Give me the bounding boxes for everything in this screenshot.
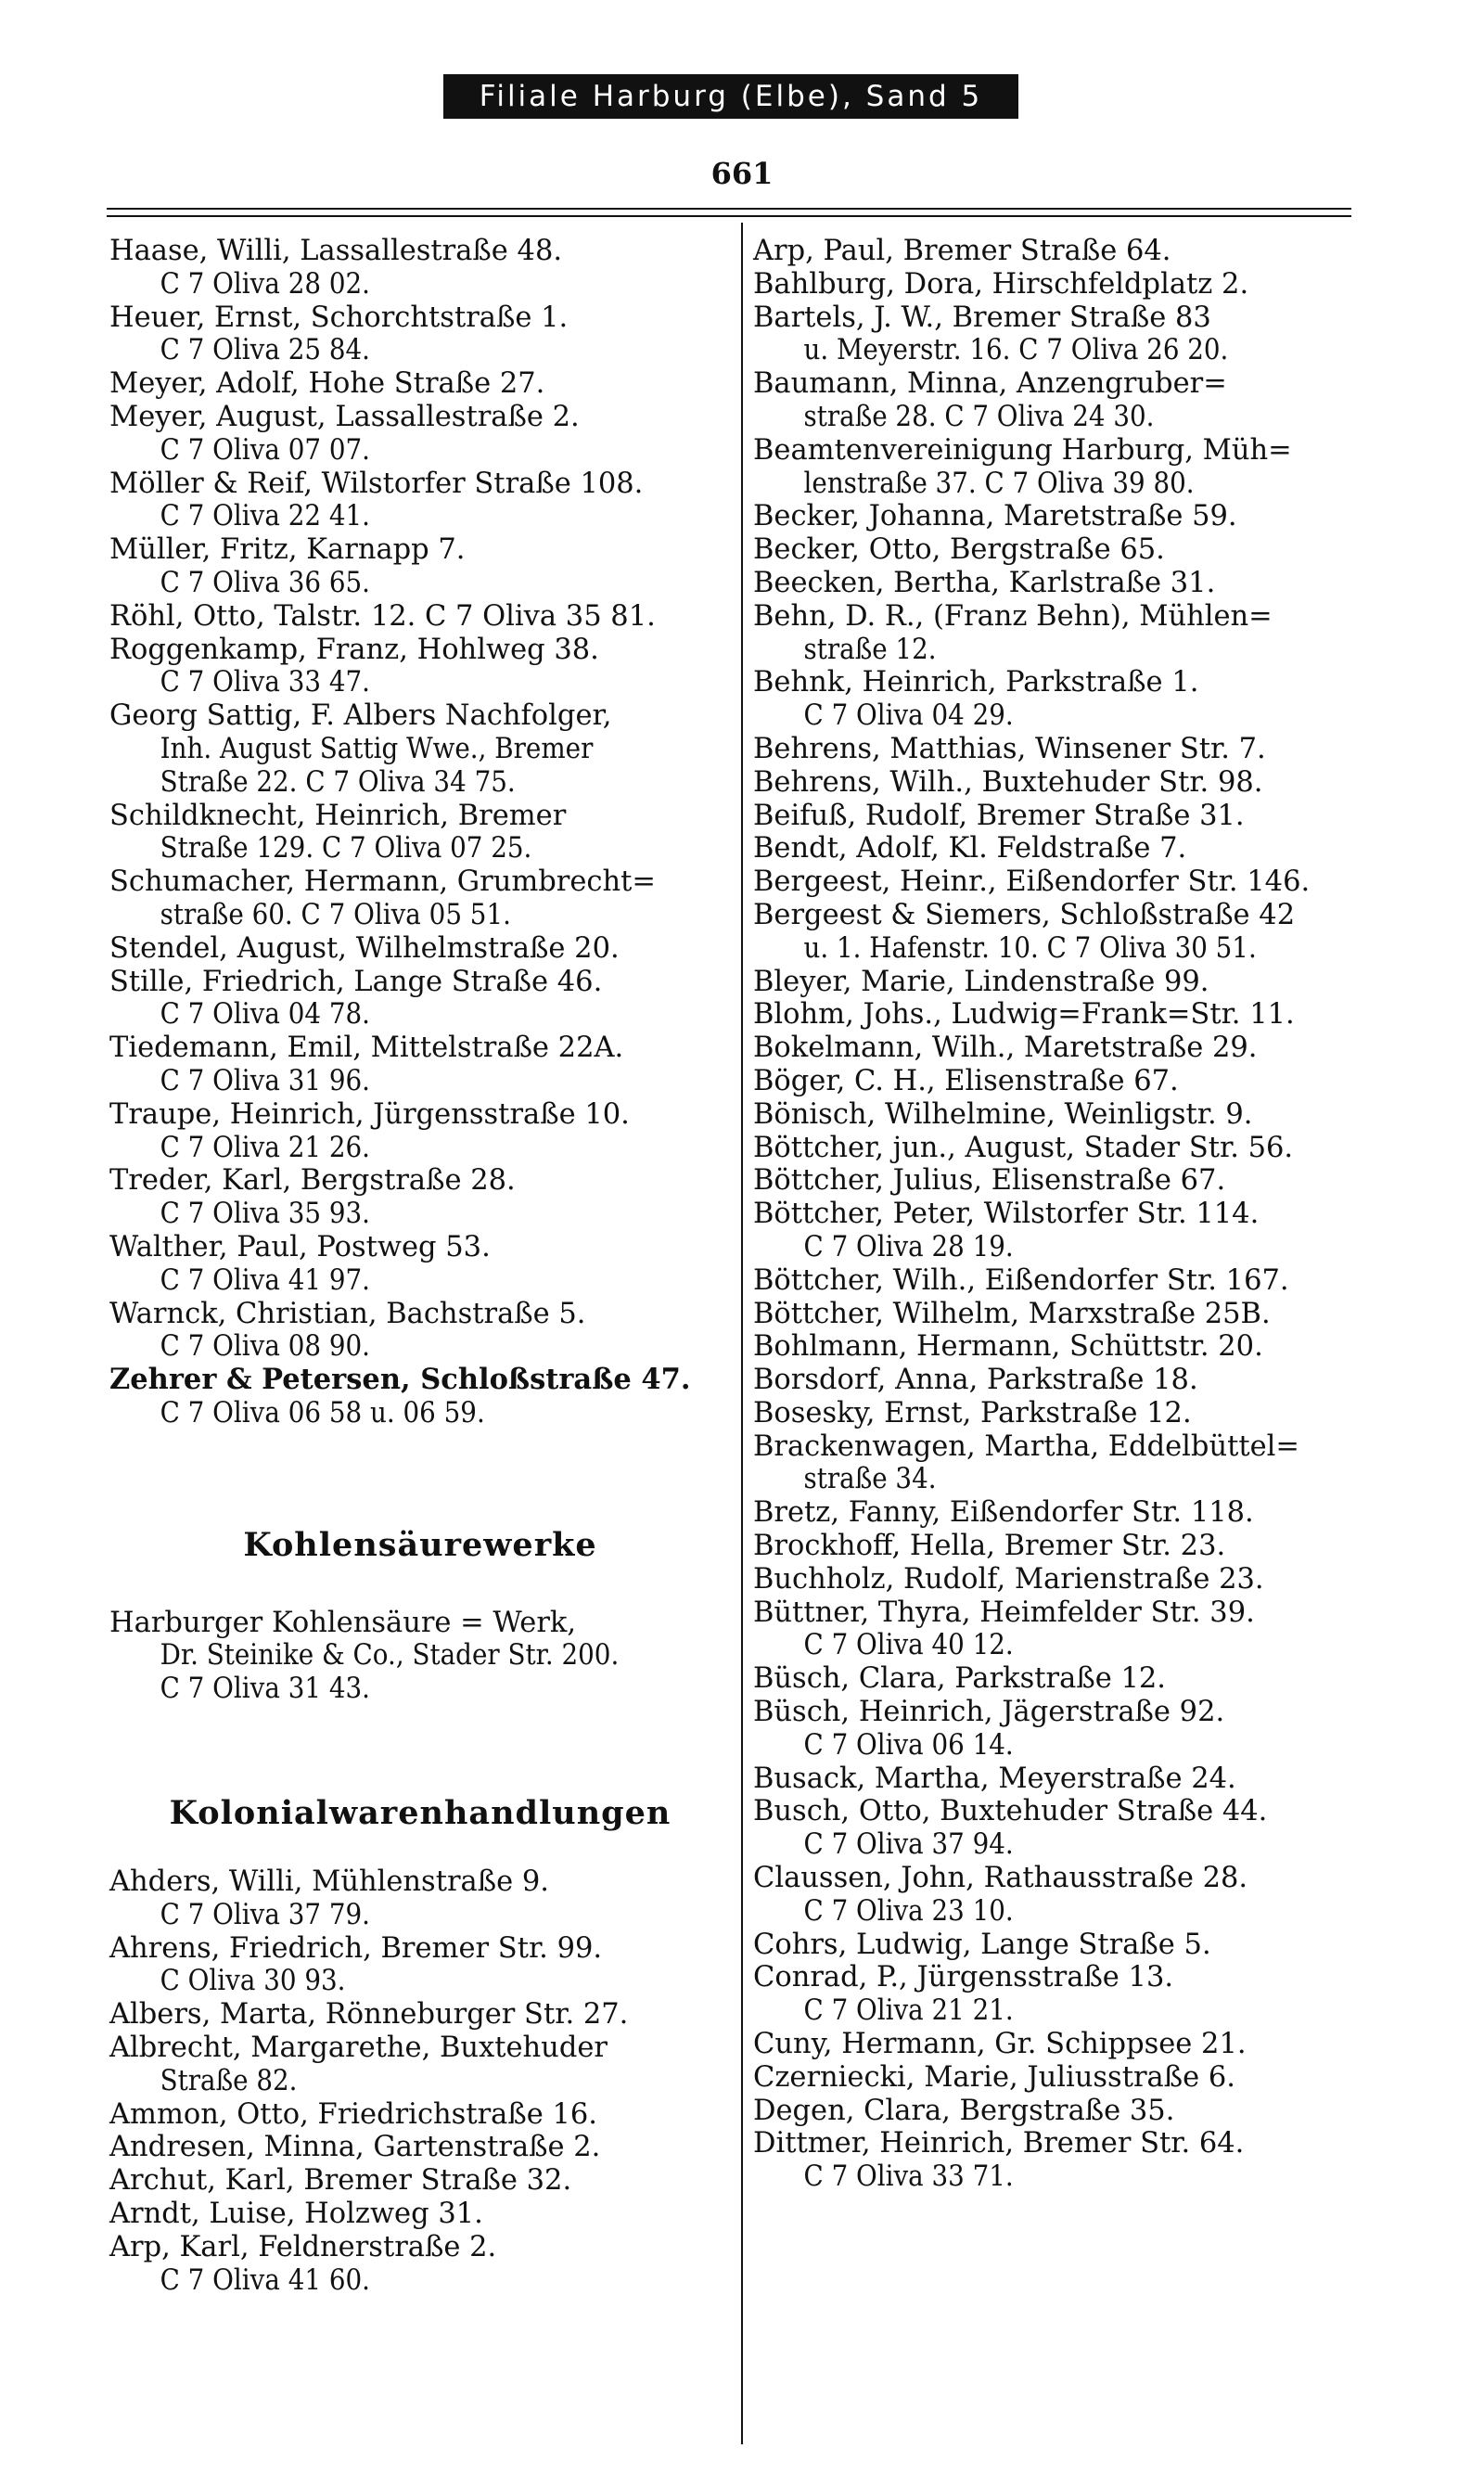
- header-rule-top: [107, 208, 1351, 210]
- phone-line: C 7 Oliva 07 07.: [160, 433, 370, 467]
- phone-line: C 7 Oliva 04 29.: [803, 699, 1014, 733]
- directory-entry: Röhl, Otto, Talstr. 12. C 7 Oliva 35 81.: [109, 599, 656, 633]
- phone-line: C 7 Oliva 31 43.: [160, 1673, 370, 1706]
- phone-line: C 7 Oliva 25 84.: [160, 334, 370, 367]
- entry-continuation: Straße 129. C 7 Oliva 07 25.: [160, 832, 532, 865]
- directory-entry: Böttcher, Peter, Wilstorfer Str. 114.: [753, 1198, 1260, 1231]
- directory-entry: Stille, Friedrich, Lange Straße 46.: [109, 965, 603, 998]
- directory-entry: Busack, Martha, Meyerstraße 24.: [753, 1762, 1236, 1795]
- directory-entry: Harburger Kohlensäure = Werk,: [109, 1606, 577, 1639]
- section-heading-kolonialwarenhandlungen: Kolonialwarenhandlungen: [169, 1794, 672, 1833]
- phone-line: C 7 Oliva 04 78.: [160, 998, 370, 1032]
- directory-entry: Degen, Clara, Bergstraße 35.: [753, 2094, 1175, 2127]
- phone-line: C 7 Oliva 41 97.: [160, 1263, 370, 1297]
- directory-entry: Böger, C. H., Elisenstraße 67.: [753, 1064, 1179, 1097]
- phone-line: C 7 Oliva 21 21.: [803, 1994, 1014, 2028]
- directory-entry: Beamtenvereinigung Harburg, Müh=: [753, 433, 1292, 467]
- directory-entry: Büttner, Thyra, Heimfelder Str. 39.: [753, 1596, 1255, 1629]
- section-gap: [109, 1430, 731, 1527]
- phone-line: C Oliva 30 93.: [160, 1965, 346, 1998]
- directory-entry: Becker, Otto, Bergstraße 65.: [753, 533, 1165, 567]
- directory-entry: Bokelmann, Wilh., Maretstraße 29.: [753, 1032, 1258, 1065]
- directory-entry: Baumann, Minna, Anzengruber=: [753, 367, 1227, 401]
- directory-entry: Conrad, P., Jürgensstraße 13.: [753, 1961, 1174, 1994]
- directory-entry: Claussen, John, Rathausstraße 28.: [753, 1862, 1248, 1895]
- right-column: [753, 235, 1365, 2194]
- directory-entry: Arp, Karl, Feldnerstraße 2.: [109, 2230, 497, 2263]
- entry-continuation: Inh. August Sattig Wwe., Bremer: [160, 732, 594, 765]
- directory-entry: Bosesky, Ernst, Parkstraße 12.: [753, 1396, 1192, 1429]
- directory-entry: Traupe, Heinrich, Jürgensstraße 10.: [109, 1097, 630, 1131]
- directory-entry: Beecken, Bertha, Karlstraße 31.: [753, 566, 1216, 599]
- directory-entry: Brackenwagen, Martha, Eddelbüttel=: [753, 1429, 1299, 1463]
- directory-entry: Bendt, Adolf, Kl. Feldstraße 7.: [753, 832, 1187, 865]
- directory-entry: Cohrs, Ludwig, Lange Straße 5.: [753, 1928, 1211, 1961]
- phone-line: C 7 Oliva 08 90.: [160, 1330, 370, 1364]
- directory-entry: Cuny, Hermann, Gr. Schippsee 21.: [753, 2028, 1247, 2061]
- directory-entry: Borsdorf, Anna, Parkstraße 18.: [753, 1364, 1198, 1397]
- directory-entry: Bretz, Fanny, Eißendorfer Str. 118.: [753, 1496, 1254, 1530]
- directory-entry: Behrens, Wilh., Buxtehuder Str. 98.: [753, 765, 1263, 799]
- directory-entry: Haase, Willi, Lassallestraße 48.: [109, 235, 563, 267]
- directory-entry: Büsch, Clara, Parkstraße 12.: [753, 1662, 1166, 1696]
- directory-entry: Brockhoff, Hella, Bremer Str. 23.: [753, 1530, 1226, 1563]
- directory-entry: Czerniecki, Marie, Juliusstraße 6.: [753, 2060, 1235, 2094]
- phone-line: C 7 Oliva 22 41.: [160, 500, 370, 533]
- entry-continuation: straße 12.: [803, 633, 937, 666]
- phone-line: C 7 Oliva 21 26.: [160, 1131, 370, 1164]
- directory-entry: Bartels, J. W., Bremer Straße 83: [753, 301, 1211, 334]
- phone-line: C 7 Oliva 36 65.: [160, 566, 370, 599]
- directory-entry: Böttcher, jun., August, Stader Str. 56.: [753, 1131, 1294, 1164]
- directory-entry: Albrecht, Margarethe, Buxtehuder: [109, 2032, 608, 2065]
- directory-entry: Bleyer, Marie, Lindenstraße 99.: [753, 965, 1209, 998]
- directory-entry: Treder, Karl, Bergstraße 28.: [109, 1164, 516, 1198]
- directory-entry: Schildknecht, Heinrich, Bremer: [109, 799, 567, 832]
- phone-line: C 7 Oliva 33 71.: [803, 2160, 1014, 2194]
- directory-entry: Heuer, Ernst, Schorchtstraße 1.: [109, 301, 569, 334]
- directory-entry: Dittmer, Heinrich, Bremer Str. 64.: [753, 2127, 1245, 2160]
- section-gap: [109, 1706, 731, 1795]
- directory-entry: Behnk, Heinrich, Parkstraße 1.: [753, 666, 1199, 699]
- directory-entry: Bohlmann, Hermann, Schüttstr. 20.: [753, 1330, 1263, 1364]
- phone-line: C 7 Oliva 31 96.: [160, 1064, 370, 1097]
- entry-continuation: Straße 22. C 7 Oliva 34 75.: [160, 765, 516, 799]
- directory-entry: Bergeest & Siemers, Schloßstraße 42: [753, 898, 1296, 931]
- entry-continuation: straße 60. C 7 Oliva 05 51.: [160, 898, 511, 931]
- phone-line: C 7 Oliva 33 47.: [160, 666, 370, 699]
- directory-entry-bold: Zehrer & Petersen, Schloßstraße 47.: [109, 1363, 691, 1397]
- directory-entry: Busch, Otto, Buxtehuder Straße 44.: [753, 1795, 1268, 1828]
- entry-continuation: Dr. Steinike & Co., Stader Str. 200.: [160, 1639, 620, 1673]
- directory-entry: Beifuß, Rudolf, Bremer Straße 31.: [753, 799, 1245, 832]
- directory-entry: Ahrens, Friedrich, Bremer Str. 99.: [109, 1931, 603, 1965]
- entry-continuation: u. 1. Hafenstr. 10. C 7 Oliva 30 51.: [803, 931, 1257, 965]
- entry-continuation: lenstraße 37. C 7 Oliva 39 80.: [803, 467, 1195, 500]
- phone-line: C 7 Oliva 28 02.: [160, 267, 370, 301]
- left-entries-1: [109, 235, 731, 1430]
- directory-entry: Meyer, August, Lassallestraße 2.: [109, 400, 580, 433]
- directory-entry: Ahders, Willi, Mühlenstraße 9.: [109, 1865, 549, 1899]
- section-heading-kohlensaeurewerke: Kohlensäurewerke: [243, 1525, 597, 1564]
- left-column: [109, 235, 731, 2297]
- phone-line: C 7 Oliva 40 12.: [803, 1629, 1014, 1662]
- section-gap: [109, 1832, 731, 1865]
- directory-entry: Böttcher, Wilhelm, Marxstraße 25B.: [753, 1297, 1271, 1330]
- directory-entry: Meyer, Adolf, Hohe Straße 27.: [109, 367, 545, 401]
- entry-continuation: u. Meyerstr. 16. C 7 Oliva 26 20.: [803, 334, 1229, 367]
- directory-entry: Bahlburg, Dora, Hirschfeldplatz 2.: [753, 267, 1249, 301]
- entry-continuation: straße 28. C 7 Oliva 24 30.: [803, 400, 1155, 433]
- page-number: 661: [710, 156, 774, 191]
- directory-entry: Behrens, Matthias, Winsener Str. 7.: [753, 732, 1266, 765]
- phone-line: C 7 Oliva 37 94.: [803, 1828, 1014, 1862]
- directory-entry: Büsch, Heinrich, Jägerstraße 92.: [753, 1696, 1225, 1729]
- directory-entry: Archut, Karl, Bremer Straße 32.: [109, 2164, 572, 2198]
- left-entries-2: [109, 1607, 731, 1706]
- section-gap: [109, 1564, 731, 1607]
- directory-entry: Behn, D. R., (Franz Behn), Mühlen=: [753, 599, 1273, 633]
- directory-entry: Stendel, August, Wilhelmstraße 20.: [109, 931, 620, 965]
- directory-entry: Walther, Paul, Postweg 53.: [109, 1230, 491, 1263]
- left-entries-3: [109, 1865, 731, 2297]
- directory-entry: Tiedemann, Emil, Mittelstraße 22A.: [109, 1032, 624, 1065]
- directory-entry: Becker, Johanna, Maretstraße 59.: [753, 500, 1237, 533]
- header-rule-bottom: [107, 215, 1351, 217]
- directory-entry: Georg Sattig, F. Albers Nachfolger,: [109, 699, 612, 733]
- directory-entry: Müller, Fritz, Karnapp 7.: [109, 533, 466, 567]
- directory-entry: Ammon, Otto, Friedrichstraße 16.: [109, 2097, 597, 2131]
- directory-entry: Bönisch, Wilhelmine, Weinligstr. 9.: [753, 1097, 1253, 1131]
- directory-entry: Andresen, Minna, Gartenstraße 2.: [109, 2131, 601, 2164]
- phone-line: C 7 Oliva 41 60.: [160, 2263, 370, 2297]
- entry-continuation: straße 34.: [803, 1463, 937, 1496]
- directory-entry: Bergeest, Heinr., Eißendorfer Str. 146.: [753, 865, 1311, 899]
- directory-entry: Arndt, Luise, Holzweg 31.: [109, 2198, 483, 2231]
- directory-entry: Warnck, Christian, Bachstraße 5.: [109, 1297, 586, 1330]
- phone-line: C 7 Oliva 37 79.: [160, 1898, 370, 1931]
- directory-entry: Möller & Reif, Wilstorfer Straße 108.: [109, 467, 644, 500]
- phone-line: C 7 Oliva 28 19.: [803, 1230, 1014, 1263]
- phone-line: C 7 Oliva 35 93.: [160, 1198, 370, 1231]
- phone-line: C 7 Oliva 06 58 u. 06 59.: [160, 1396, 485, 1429]
- directory-entry: Roggenkamp, Franz, Hohlweg 38.: [109, 633, 599, 666]
- directory-entry: Albers, Marta, Rönneburger Str. 27.: [109, 1998, 629, 2032]
- phone-line: C 7 Oliva 23 10.: [803, 1894, 1014, 1928]
- column-divider: [741, 223, 743, 2444]
- directory-entry: Böttcher, Julius, Elisenstraße 67.: [753, 1164, 1226, 1198]
- directory-entry: Arp, Paul, Bremer Straße 64.: [753, 235, 1171, 267]
- directory-entry: Schumacher, Hermann, Grumbrecht=: [109, 865, 656, 899]
- branch-banner: Filiale Harburg (Elbe), Sand 5: [443, 74, 1018, 119]
- directory-entry: Blohm, Johs., Ludwig=Frank=Str. 11.: [753, 998, 1295, 1032]
- entry-continuation: Straße 82.: [160, 2064, 298, 2097]
- directory-entry: Buchholz, Rudolf, Marienstraße 23.: [753, 1562, 1264, 1596]
- phone-line: C 7 Oliva 06 14.: [803, 1728, 1014, 1762]
- directory-entry: Böttcher, Wilh., Eißendorfer Str. 167.: [753, 1263, 1289, 1297]
